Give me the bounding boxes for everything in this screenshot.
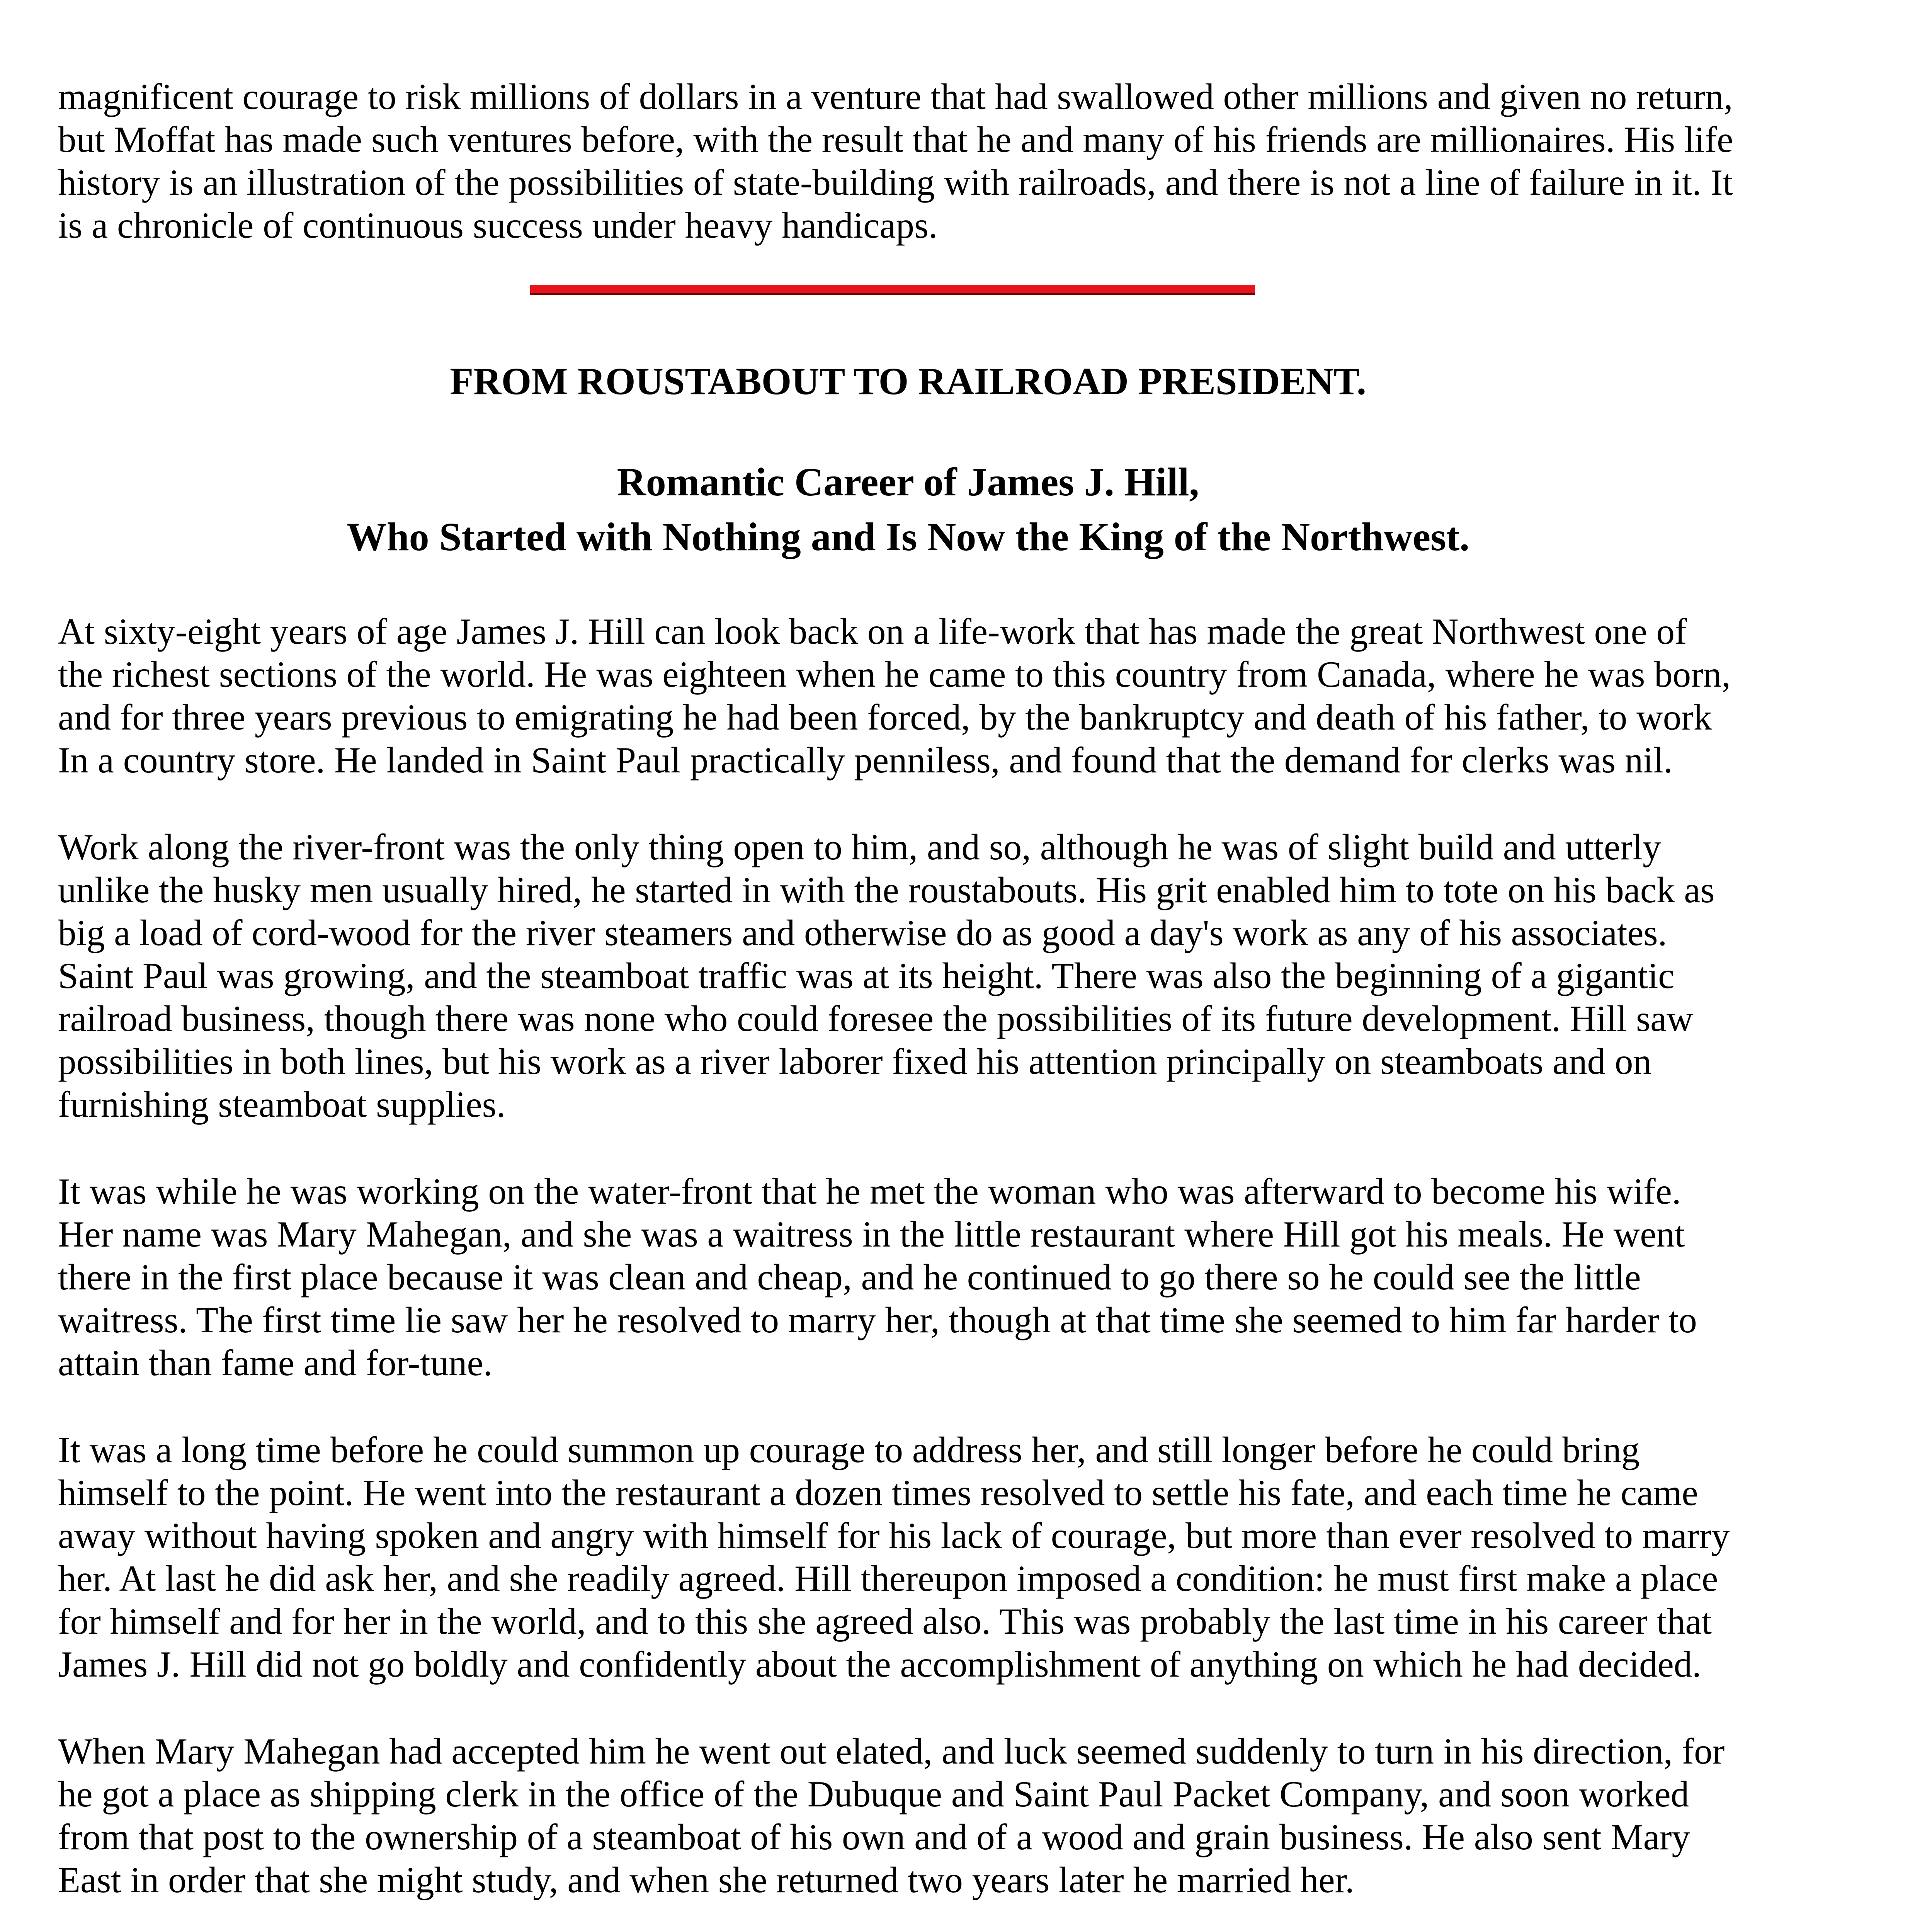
intro-paragraph: magnificent courage to risk millions of dollars in a venture that had swallowed other millions and given no return, but Moffat has made such ventures before, with the result that he and many of his friends are millionaires. His life history is an illustration of the possibilities of state-building with railroads, and there is not a line of failure in it. It is a chronicle of continuous success under heavy handicaps. [58,76,1733,246]
article-paragraph: At sixty-eight years of age James J. Hill can look back on a life-work that has made the great Northwest one of the richest sections of the world. He was eighteen when he came to this country from Canada, where he was born, and for three years previous to emigrating he had been forced, by the bankruptcy and death of his father, to work In a country store. He landed in Saint Paul practically penniless, and found that the demand for clerks was nil. [58,611,1731,781]
article-subtitle [58,455,1758,565]
red-divider [530,285,1255,295]
article-paragraph: When Mary Mahegan had accepted him he went out elated, and luck seemed suddenly to turn in his direction, for he got a place as shipping clerk in the office of the Dubuque and Saint Paul Packet Company, and soon worked from that post to the ownership of a steamboat of his own and of a wood and grain business. He also sent Mary East in order that she might study, and when she returned two years later he married her. [58,1731,1725,1900]
subtitle-line-1: Romantic Career of James J. Hill, [617,460,1199,504]
document-page [58,75,1739,1932]
article-title: FROM ROUSTABOUT TO RAILROAD PRESIDENT. [450,360,1366,403]
subtitle-line-2: Who Started with Nothing and Is Now the King of the Northwest. [346,515,1470,559]
article-paragraph: Work along the river-front was the only thing open to him, and so, although he was of slight build and utterly unlike the husky men usually hired, he started in with the roustabouts. His grit enabled him to tote on his back as big a load of cord-wood for the river steamers and otherwise do as good a day's work as any of his associates. Saint Paul was growing, and the steamboat traffic was at its height. There was also the beginning of a gigantic railroad business, though there was none who could foresee the possibilities of its future development. Hill saw possibilities in both lines, but his work as a river laborer fixed his attention principally on steamboats and on furnishing steamboat supplies. [58,827,1715,1125]
article-paragraph: It was a long time before he could summon up courage to address her, and still longer before he could bring himself to the point. He went into the restaurant a dozen times resolved to settle his fate, and each time he came away without having spoken and angry with himself for his lack of courage, but more than ever resolved to marry her. At last he did ask her, and she readily agreed. Hill thereupon imposed a condition: he must first make a place for himself and for her in the world, and to this she agreed also. This was probably the last time in his career that James J. Hill did not go boldly and confidently about the accomplishment of anything on which he had decided. [58,1429,1730,1685]
divider-wrap [58,285,1758,308]
article-paragraph: It was while he was working on the water-front that he met the woman who was afterward to become his wife. Her name was Mary Mahegan, and she was a waitress in the little restaurant where Hill got his meals. He went there in the first place because it was clean and cheap, and he continued to go there so he could see the little waitress. The first time lie saw her he resolved to marry her, though at that time she seemed to him far harder to attain than fame and for-tune. [58,1171,1697,1383]
